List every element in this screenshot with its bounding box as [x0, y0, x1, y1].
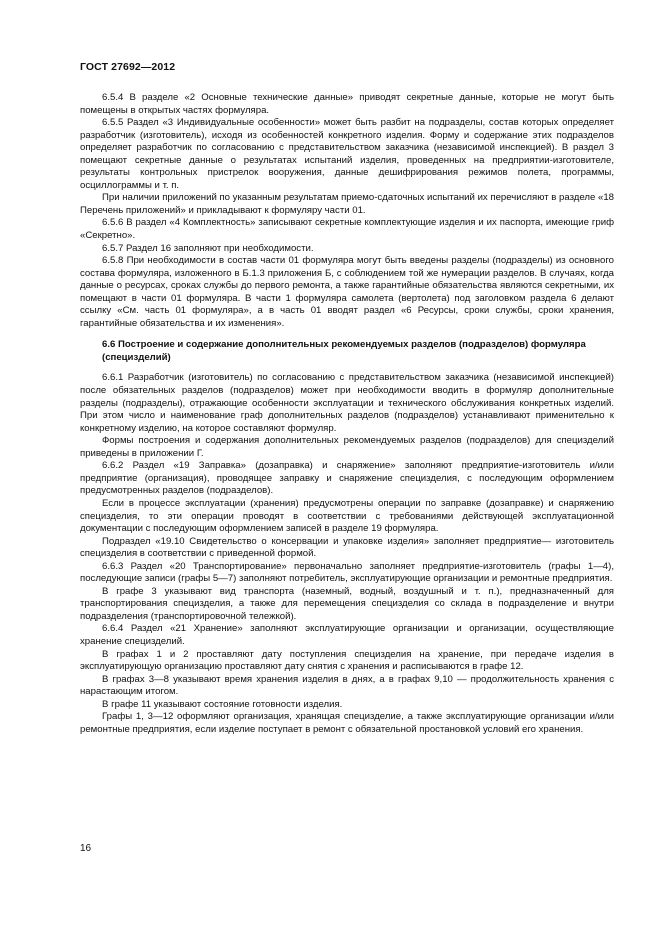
paragraph: Формы построения и содержания дополнительных рекомендуемых разделов (подразделов) для специзделий приведены в приложении Г.: [80, 435, 614, 459]
paragraph: При наличии приложений по указанным результатам приемо-сдаточных испытаний их перечисляют в разделе «18 Перечень приложений» и прикладывают к формуляру части 01.: [80, 192, 614, 216]
standard-header: ГОСТ 27692—2012: [80, 61, 176, 73]
paragraph: В графе 11 указывают состояние готовности изделия.: [102, 698, 343, 710]
paragraph: Графы 1, 3—12 оформляют организация, хранящая специзделие, а также эксплуатирующие организации и/или ремонтные предприятия, если изделие поступает в ремонт с обязательной простановкой условий его хранения.: [80, 711, 614, 735]
paragraph: 6.6.1 Разработчик (изготовитель) по согласованию с представительством заказчика (независимой инспекцией) после обязательных разделов (подразделов) может при необходимости вводить в формуляр дополнительные разделы (подразделы), отражающие особенности эксплуатации и технического обслуживания конкретных изделий. При этом число и наименование граф дополнительных разделов (подразделов) устанавливают применительно к конкретному изделию, на которое составляют формуляр.: [80, 372, 614, 434]
document-body: [80, 92, 614, 736]
paragraph: 6.5.8 При необходимости в состав части 01 формуляра могут быть введены разделы (подразделы) из основного состава формуляра, изложенного в Б.1.3 приложения Б, с соблюдением той же нумерации разделов. В случаях, когда данные о ресурсах, сроках службы до первого ремонта, а также гарантийные обязательства являются секретными, их помещают в части 01 формуляра. В части 1 формуляра самолета (вертолета) под заголовком раздела 6 делают ссылку «См. часть 01 формуляра», а в часть 01 вводят раздел «6 Ресурсы, сроки службы, сроки хранения, гарантийные обязательства и их изменения».: [80, 255, 614, 329]
paragraph: В графе 3 указывают вид транспорта (наземный, водный, воздушный и т. п.), предназначенный для транспортирования специзделия, а также для перемещения специзделия со склада в подразделение и внутри подразделения (транспортировочной тележкой).: [80, 585, 614, 622]
page-number: 16: [80, 843, 92, 854]
paragraph: 6.6.4 Раздел «21 Хранение» заполняют эксплуатирующие организации и организации, осуществляющие хранение специзделий.: [80, 623, 614, 647]
paragraph: 6.5.7 Раздел 16 заполняют при необходимости.: [102, 242, 314, 254]
paragraph: В графах 1 и 2 проставляют дату поступления специзделия на хранение, при передаче изделия в эксплуатирующую организацию проставляют дату снятия с хранения и расписываются в графе 12.: [80, 648, 614, 673]
paragraph: 6.6.2 Раздел «19 Заправка» (дозаправка) и снаряжение» заполняют предприятие-изготовитель и/или предприятие (организация), проводящее заправку и снаряжение специзделия, с последующим оформлением предусмотренных разделов (подразделов).: [80, 460, 614, 497]
paragraph: 6.5.4 В разделе «2 Основные технические данные» приводят секретные данные, которые не могут быть помещены в открытых частях формуляра.: [80, 92, 614, 116]
paragraph: Подраздел «19.10 Свидетельство о консервации и упаковке изделия» заполняет предприятие— изготовитель специзделия в соответствии с приведенной формой.: [80, 535, 614, 560]
paragraph: 6.6.3 Раздел «20 Транспортирование» первоначально заполняет предприятие-изготовитель (графы 1—4), последующие записи (графы 5—7) заполняют потребитель, эксплуатирующие организации и ремонтные предприятия.: [80, 560, 614, 585]
paragraph: В графах 3—8 указывают время хранения изделия в днях, а в графах 9,10 — продолжительность хранения с нарастающим итогом.: [80, 673, 614, 698]
paragraph: 6.5.6 В раздел «4 Комплектность» записывают секретные комплектующие изделия и их паспорта, имеющие гриф «Секретно».: [80, 217, 614, 242]
section-heading: 6.6 Построение и содержание дополнительных рекомендуемых разделов (подразделов) формуляра (специзделий): [102, 339, 586, 363]
paragraph: Если в процессе эксплуатации (хранения) предусмотрены операции по заправке (дозаправке) и снаряжению специзделия, то эти операции проводят в соответствии с требованиями действующей эксплуатационной документации с последующим оформлением записей в разделе 19 формуляра.: [80, 497, 614, 535]
paragraph: 6.5.5 Раздел «3 Индивидуальные особенности» может быть разбит на подразделы, состав которых определяет разработчик (изготовитель), исходя из особенностей конкретного изделия. Форму и содержание этих подразделов определяет разработчик по согласованию с представительством заказчика (независимой инспекцией). В раздел 3 помещают секретные данные о результатах испытаний изделия, проведенных на предприятии-изготовителе, результаты контрольных пристрелок вооружения, данные дешифрирования режимов полета, программы, осциллограммы и т. п.: [80, 117, 614, 191]
